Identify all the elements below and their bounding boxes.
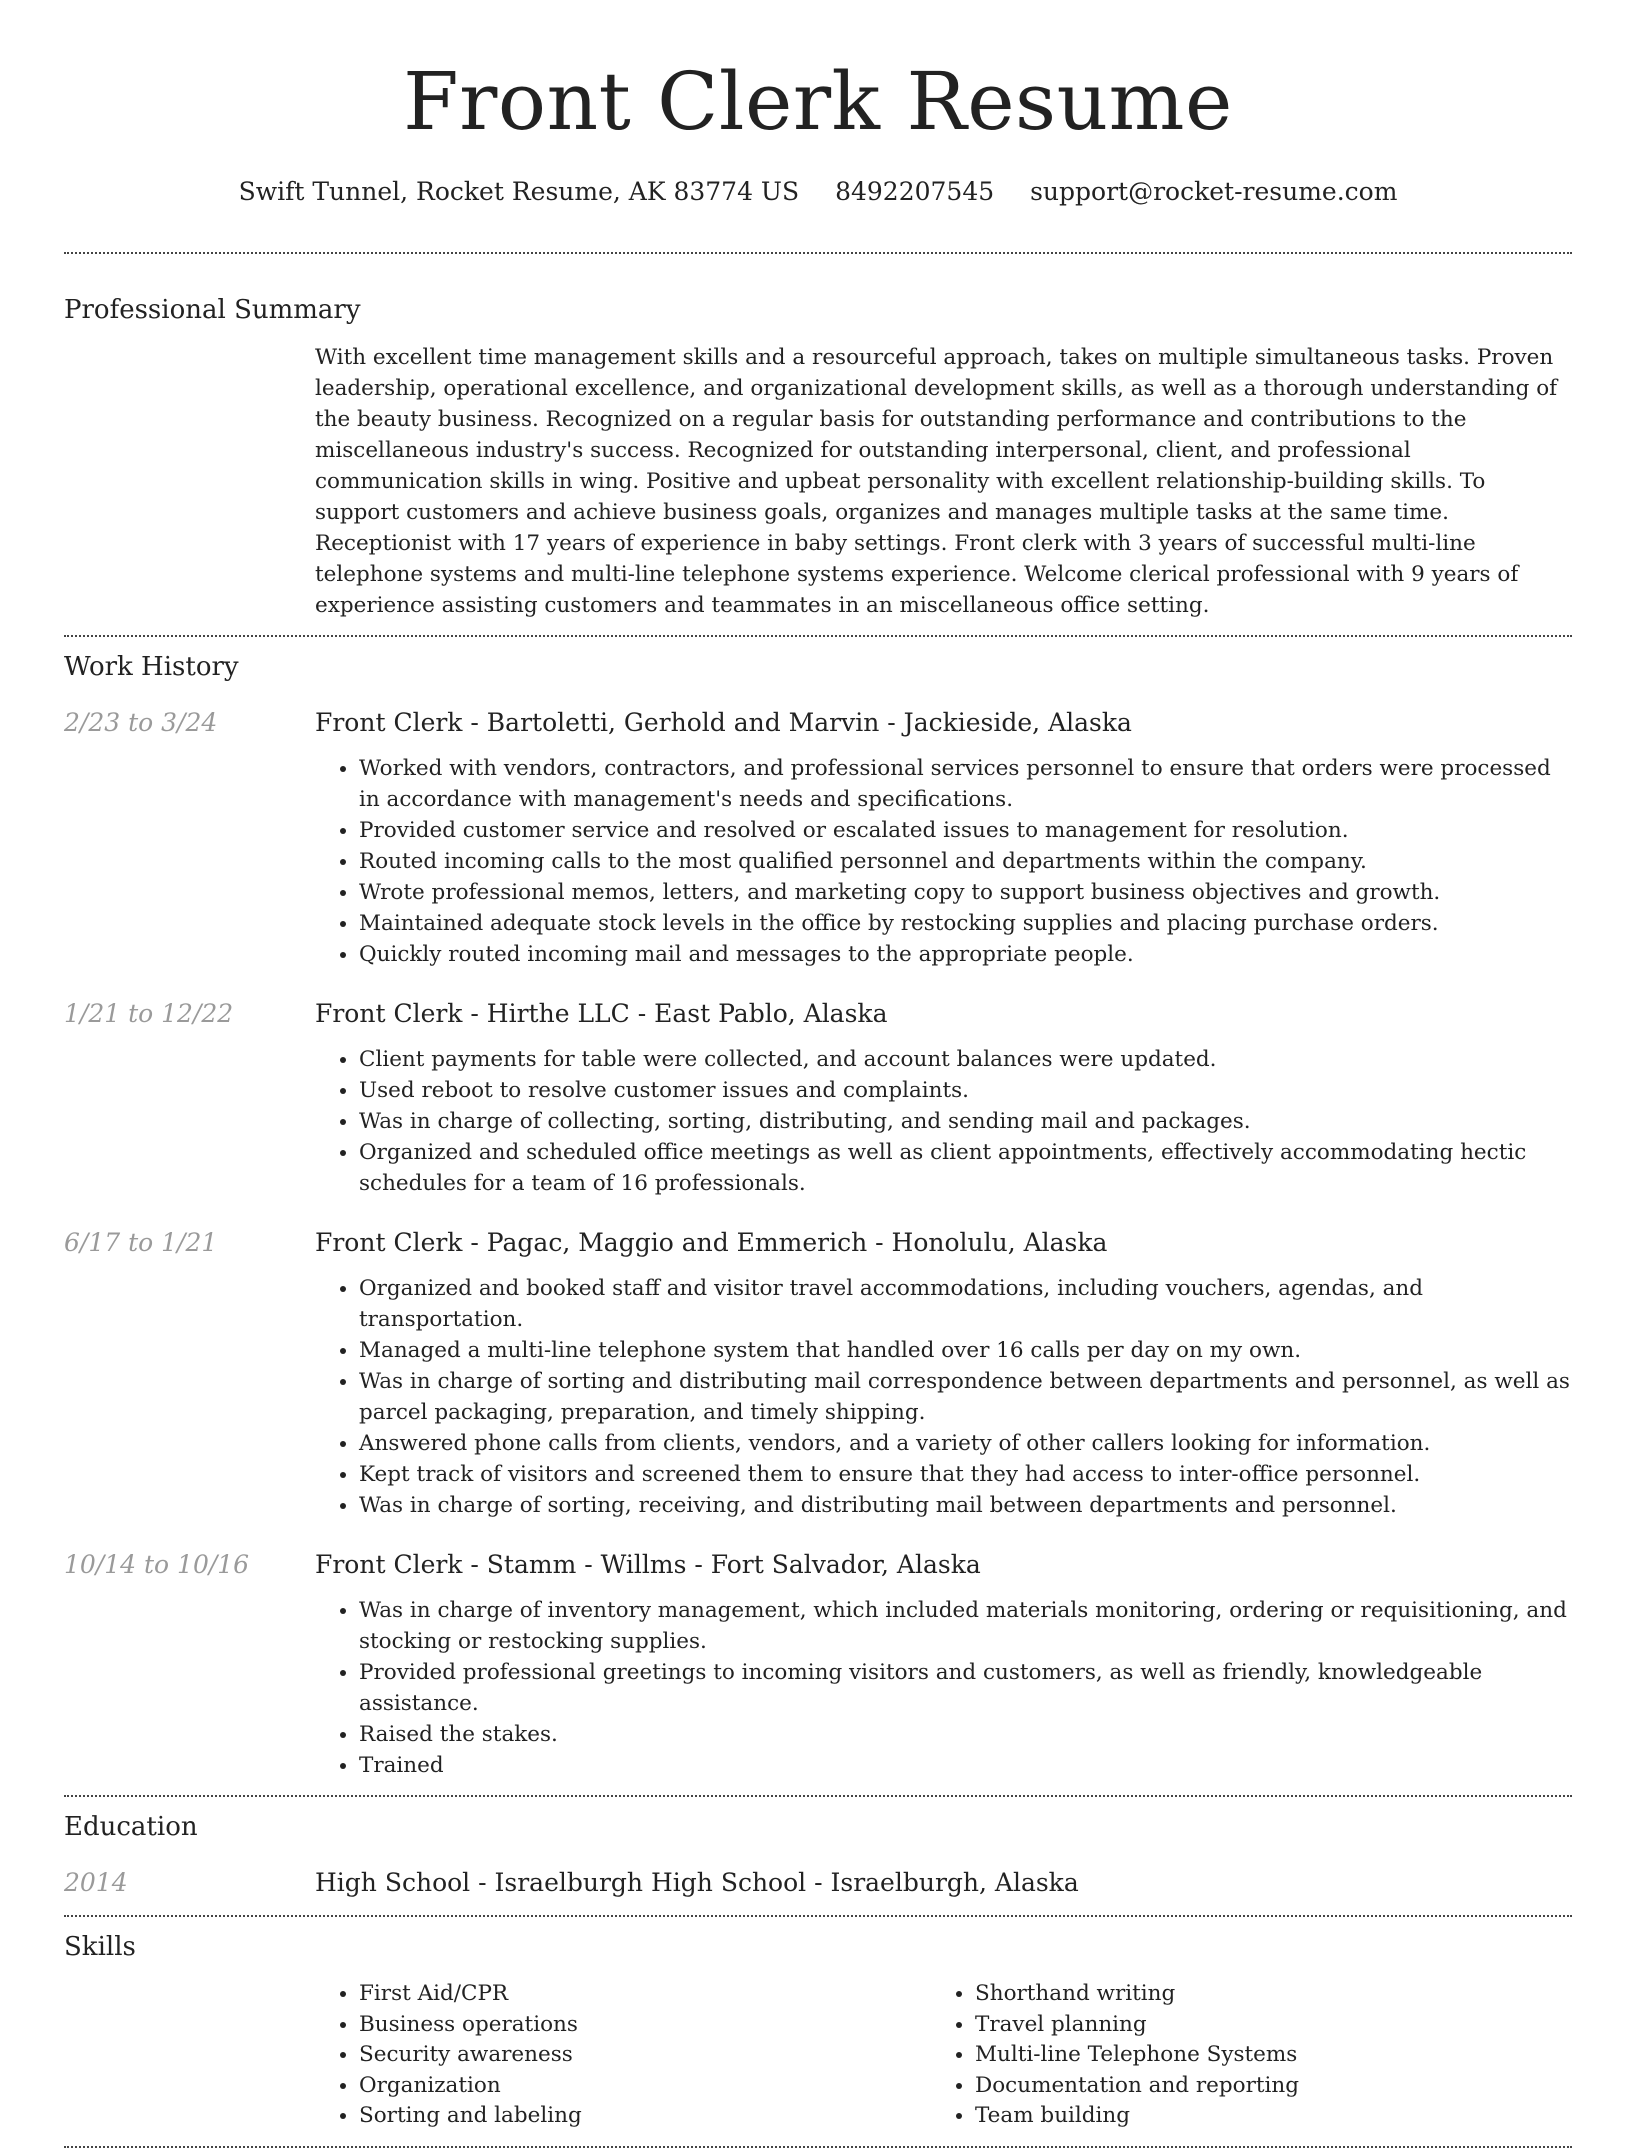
education-title: High School - Israelburgh High School - Israelburgh, Alaska (315, 1868, 1079, 1897)
list-item: • Worked with vendors, contractors, and professional services personnel to ensure that orders were processed in accordance with management's needs and specifications. (359, 753, 1572, 815)
skill-item: • Business operations (359, 2010, 931, 2041)
job-title: Front Clerk - Hirthe LLC - East Pablo, Alaska (315, 999, 888, 1028)
divider (64, 252, 1572, 254)
job-entry (64, 1547, 1572, 1781)
section-heading: Education (64, 1812, 198, 1842)
job-dates: 6/17 to 1/21 (64, 1228, 218, 1257)
education-entry (64, 1865, 1572, 1901)
skill-item: • First Aid/CPR (359, 1979, 931, 2010)
list-item: • Used reboot to resolve customer issues and complaints. (359, 1075, 1572, 1106)
list-item: • Was in charge of sorting, receiving, and distributing mail between departments and personnel. (359, 1490, 1572, 1521)
education-date: 2014 (64, 1868, 128, 1897)
contact-address: Swift Tunnel, Rocket Resume, AK 83774 US (238, 177, 800, 206)
job-dates: 10/14 to 10/16 (64, 1550, 250, 1579)
job-dates: 2/23 to 3/24 (64, 708, 218, 737)
list-item: • Routed incoming calls to the most qualified personnel and departments within the company. (359, 846, 1572, 877)
contact-phone: 8492207545 (835, 177, 995, 206)
skill-item: • Security awareness (359, 2040, 931, 2071)
job-bullets (315, 1044, 1572, 1199)
section-heading: Work History (64, 652, 239, 682)
list-item: • Raised the stakes. (359, 1719, 1572, 1750)
resume-page (64, 0, 1572, 2148)
summary-section (64, 292, 1572, 621)
list-item: • Maintained adequate stock levels in the office by restocking supplies and placing purchase orders. (359, 908, 1572, 939)
job-bullets (315, 1595, 1572, 1781)
job-bullets (315, 1273, 1572, 1521)
list-item: • Quickly routed incoming mail and messages to the appropriate people. (359, 939, 1572, 970)
job-bullets (315, 753, 1572, 970)
job-dates: 1/21 to 12/22 (64, 999, 234, 1028)
divider (64, 635, 1572, 637)
list-item: • Was in charge of collecting, sorting, distributing, and sending mail and packages. (359, 1106, 1572, 1137)
list-item: • Was in charge of sorting and distributing mail correspondence between departments and personnel, as well as parcel packaging, preparation, and timely shipping. (359, 1366, 1572, 1428)
job-title: Front Clerk - Bartoletti, Gerhold and Marvin - Jackieside, Alaska (315, 708, 1132, 737)
skill-item: • Team building (975, 2101, 1547, 2132)
list-item: • Trained (359, 1750, 1572, 1781)
job-title: Front Clerk - Pagac, Maggio and Emmerich - Honolulu, Alaska (315, 1228, 1108, 1257)
list-item: • Wrote professional memos, letters, and marketing copy to support business objectives and growth. (359, 877, 1572, 908)
list-item: • Managed a multi-line telephone system that handled over 16 calls per day on my own. (359, 1335, 1572, 1366)
section-heading: Professional Summary (64, 295, 361, 325)
job-entry (64, 1225, 1572, 1521)
skills-list-left (315, 1979, 931, 2132)
work-history-section (64, 649, 1572, 1781)
skill-item: • Multi-line Telephone Systems (975, 2040, 1547, 2071)
skill-item: • Shorthand writing (975, 1979, 1547, 2010)
education-section (64, 1809, 1572, 1901)
divider (64, 1795, 1572, 1797)
skill-item: • Documentation and reporting (975, 2071, 1547, 2102)
skill-item: • Travel planning (975, 2010, 1547, 2041)
list-item: • Was in charge of inventory management, which included materials monitoring, ordering or requisitioning, and stocking or restocking supplies. (359, 1595, 1572, 1657)
job-entry (64, 705, 1572, 970)
list-item: • Organized and scheduled office meetings as well as client appointments, effectively accommodating hectic schedules for a team of 16 professionals. (359, 1137, 1572, 1199)
resume-title: Front Clerk Resume (403, 55, 1233, 148)
job-entry (64, 996, 1572, 1199)
skills-section (64, 1929, 1572, 2132)
list-item: • Organized and booked staff and visitor travel accommodations, including vouchers, agendas, and transportation. (359, 1273, 1572, 1335)
list-item: • Answered phone calls from clients, vendors, and a variety of other callers looking for information. (359, 1428, 1572, 1459)
divider (64, 1915, 1572, 1917)
list-item: • Kept track of visitors and screened them to ensure that they had access to inter-office personnel. (359, 1459, 1572, 1490)
divider (64, 2146, 1572, 2148)
job-title: Front Clerk - Stamm - Willms - Fort Salvador, Alaska (315, 1550, 981, 1579)
skills-columns (315, 1979, 1572, 2132)
skills-list-right (931, 1979, 1547, 2132)
list-item: • Provided customer service and resolved or escalated issues to management for resolution. (359, 815, 1572, 846)
contact-line (64, 174, 1572, 210)
contact-email: support@rocket-resume.com (1030, 177, 1398, 206)
list-item: • Provided professional greetings to incoming visitors and customers, as well as friendly, knowledgeable assistance. (359, 1657, 1572, 1719)
skill-item: • Sorting and labeling (359, 2101, 931, 2132)
list-item: • Client payments for table were collected, and account balances were updated. (359, 1044, 1572, 1075)
summary-text: With excellent time management skills and a resourceful approach, takes on multiple simultaneous tasks. Proven leadership, operational excellence, and organizational development skills, as well as a thorough understanding of the beauty business. Recognized on a regular basis for outstanding performance and contributions to the miscellaneous industry's success. Recognized for outstanding interpersonal, client, and professional communication skills in wing. Positive and upbeat personality with excellent relationship-building skills. To support customers and achieve business goals, organizes and manages multiple tasks at the same time. Receptionist with 17 years of experience in baby settings. Front clerk with 3 years of successful multi-line telephone systems and multi-line telephone systems experience. Welcome clerical professional with 9 years of experience assisting customers and teammates in an miscellaneous office setting. (315, 345, 1558, 618)
skill-item: • Organization (359, 2071, 931, 2102)
section-heading: Skills (64, 1932, 136, 1962)
